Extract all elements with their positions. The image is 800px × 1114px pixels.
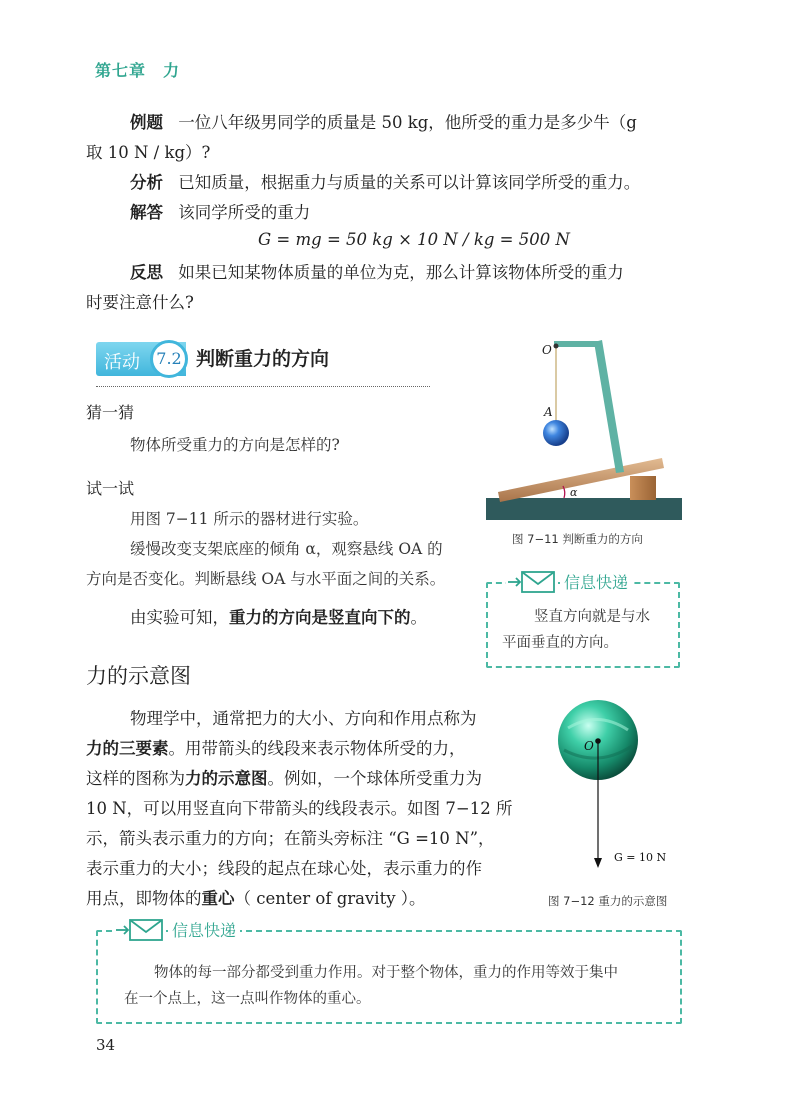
example-line-1	[130, 108, 637, 138]
activity-word: 活动	[104, 352, 140, 373]
answer-text: 该同学所受的重力	[178, 203, 311, 222]
activity-divider	[96, 386, 430, 387]
answer-label: 解答	[130, 203, 163, 222]
conclusion-post: 。	[410, 608, 427, 627]
body-line-3	[86, 764, 482, 794]
reflect-label: 反思	[130, 263, 163, 282]
arrow-head	[594, 858, 602, 868]
term-force-diagram: 力的示意图	[185, 769, 268, 788]
body-line-5: 示，箭头表示重力的方向；在箭头旁标注 “G =10 N”，	[86, 829, 495, 848]
analysis-label: 分析	[130, 173, 163, 192]
caption-7-12: 图 7−12 重力的示意图	[548, 894, 668, 908]
activity-title: 判断重力的方向	[196, 348, 330, 370]
info-2-heading: 信息快递	[168, 918, 240, 941]
page-number: 34	[96, 1036, 116, 1054]
equation: G = mg = 50 kg × 10 N / kg = 500 N	[258, 230, 570, 249]
center-point	[595, 738, 601, 744]
stand-pole	[594, 340, 624, 473]
body-line-1: 物理学中，通常把力的大小、方向和作用点称为	[130, 709, 477, 728]
info-1-line-1: 竖直方向就是与水	[534, 609, 650, 625]
example-text-1: 一位八年级男同学的质量是 50 kg，他所受的重力是多少牛（g	[178, 113, 637, 132]
label-g: G = 10 N	[614, 851, 667, 864]
label-alpha: α	[570, 486, 578, 499]
guess-text: 物体所受重力的方向是怎样的?	[130, 436, 340, 454]
info-1-line-2: 平面垂直的方向。	[502, 635, 618, 651]
term-three-elements: 力的三要素	[86, 739, 169, 758]
conclusion-pre: 由实验可知，	[130, 608, 229, 627]
body-line-3-c: 。例如，一个球体所受重力为	[267, 769, 482, 788]
point-o	[554, 344, 559, 349]
body-line-2	[86, 734, 466, 764]
body-line-7	[86, 884, 426, 914]
body-line-7-c: （ center of gravity ）。	[234, 889, 426, 908]
term-center-of-gravity: 重心	[201, 889, 235, 908]
reflect-line-1	[130, 258, 624, 288]
envelope-icon-2	[114, 916, 166, 944]
activity-number: 7.2	[150, 340, 188, 378]
analysis-text: 已知质量，根据重力与质量的关系可以计算该同学所受的重力。	[178, 173, 641, 192]
label-a: A	[544, 405, 553, 419]
label-o-2: O	[584, 739, 594, 753]
conclusion	[130, 603, 427, 633]
reflect-line-2: 时要注意什么?	[86, 293, 194, 312]
try-text-2: 缓慢改变支架底座的倾角 α，观察悬线 OA 的	[130, 540, 443, 558]
table-base	[486, 498, 682, 520]
conclusion-bold: 重力的方向是竖直向下的	[229, 608, 411, 627]
body-line-7-a: 用点，即物体的	[86, 889, 202, 908]
info-2-line-2: 在一个点上，这一点叫作物体的重心。	[124, 991, 371, 1007]
section-title: 力的示意图	[86, 664, 191, 688]
caption-7-11: 图 7−11 判断重力的方向	[512, 532, 643, 546]
body-line-4: 10 N，可以用竖直向下带箭头的线段表示。如图 7−12 所	[86, 799, 513, 818]
analysis-line	[130, 168, 640, 198]
body-line-3-a: 这样的图称为	[86, 769, 185, 788]
label-o: O	[542, 343, 552, 357]
figure-7-12	[550, 698, 680, 873]
hanging-ball	[543, 420, 569, 446]
body-line-2-rest: 。用带箭头的线段来表示物体所受的力，	[168, 739, 466, 758]
envelope-icon	[506, 568, 558, 596]
guess-heading: 猜一猜	[86, 403, 135, 422]
chapter-header: 第七章 力	[95, 61, 181, 80]
example-label: 例题	[130, 113, 163, 132]
try-text-1: 用图 7−11 所示的器材进行实验。	[130, 510, 369, 528]
answer-line	[130, 198, 310, 228]
example-line-2: 取 10 N / kg）?	[86, 143, 211, 162]
try-text-3: 方向是否变化。判断悬线 OA 与水平面之间的关系。	[86, 570, 446, 588]
info-2-line-1: 物体的每一部分都受到重力作用。对于整个物体，重力的作用等效于集中	[154, 965, 618, 981]
reflect-text-1: 如果已知某物体质量的单位为克，那么计算该物体所受的重力	[178, 263, 624, 282]
try-heading: 试一试	[86, 479, 135, 498]
info-1-heading: 信息快递	[560, 570, 632, 593]
figure-7-11	[484, 330, 684, 525]
wedge-block	[630, 476, 656, 500]
body-line-6: 表示重力的大小；线段的起点在球心处，表示重力的作	[86, 859, 482, 878]
stand-arm	[554, 341, 602, 347]
angle-arc	[563, 486, 565, 498]
